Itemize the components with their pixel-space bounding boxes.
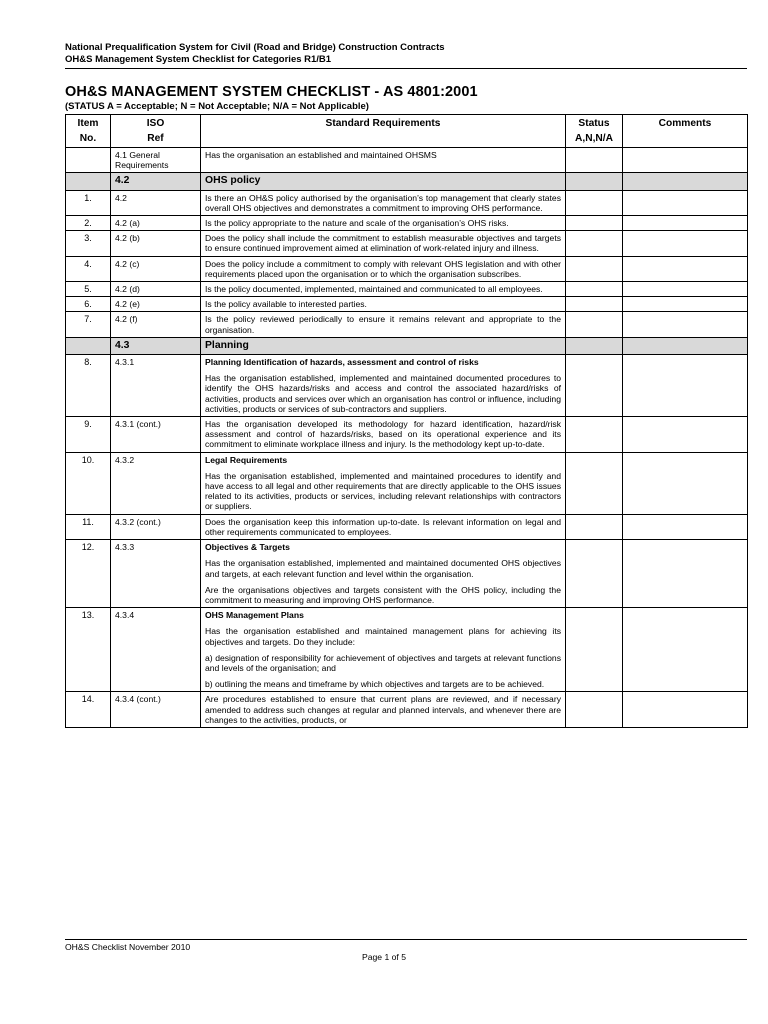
section-status-cell bbox=[566, 337, 623, 354]
comments-cell[interactable] bbox=[623, 312, 748, 337]
requirement-text bbox=[201, 514, 566, 539]
requirement-text bbox=[201, 148, 566, 173]
section-item-cell bbox=[66, 337, 111, 354]
comments-cell[interactable] bbox=[623, 256, 748, 281]
requirement-paragraph: Does the organisation keep this information up-to-date. Is relevant information on legal and other requirements communicated to employees. bbox=[205, 516, 561, 537]
item-number: 7. bbox=[66, 312, 111, 337]
footer-doc-label: OH&S Checklist November 2010 bbox=[65, 942, 191, 952]
status-cell[interactable] bbox=[566, 417, 623, 453]
requirement-paragraph: Are the organisations objectives and targets consistent with the OHS policy, including the commitment to measuring and improving OHS performance. bbox=[205, 584, 561, 605]
table-row bbox=[66, 216, 748, 231]
section-title: OHS policy bbox=[201, 173, 566, 190]
requirement-paragraph: b) outlining the means and timeframe by which objectives and targets are to be achieved. bbox=[205, 679, 545, 690]
header-line-2: OH&S Management System Checklist for Categories R1/B1 bbox=[65, 54, 332, 65]
comments-cell[interactable] bbox=[623, 216, 748, 231]
section-ref: 4.2 bbox=[111, 173, 201, 190]
comments-cell[interactable] bbox=[623, 417, 748, 453]
item-number: 11. bbox=[66, 514, 111, 539]
status-cell[interactable] bbox=[566, 231, 623, 256]
status-cell[interactable] bbox=[566, 282, 623, 297]
comments-cell[interactable] bbox=[623, 540, 748, 608]
status-cell[interactable] bbox=[566, 216, 623, 231]
item-number: 2. bbox=[66, 216, 111, 231]
requirement-text bbox=[201, 452, 566, 514]
comments-cell[interactable] bbox=[623, 297, 748, 312]
requirement-text bbox=[201, 608, 566, 692]
iso-ref: 4.3.2 bbox=[111, 452, 201, 514]
comments-cell[interactable] bbox=[623, 452, 748, 514]
checklist-table bbox=[65, 114, 748, 728]
requirement-heading: Legal Requirements bbox=[205, 454, 288, 465]
page-number: Page 1 of 5 bbox=[362, 952, 406, 962]
status-legend: (STATUS A = Acceptable; N = Not Acceptable; N/A = Not Applicable) bbox=[65, 101, 369, 112]
table-row bbox=[66, 540, 748, 608]
iso-ref: 4.3.1 bbox=[111, 355, 201, 417]
footer-rule bbox=[65, 939, 747, 940]
requirement-text bbox=[201, 417, 566, 453]
requirement-paragraph: Has the organisation an established and maintained OHSMS bbox=[205, 150, 437, 160]
col-requirements-header: Standard Requirements bbox=[201, 115, 566, 148]
requirement-paragraph: Is the policy available to interested parties. bbox=[205, 299, 367, 310]
requirement-heading: Planning Identification of hazards, assessment and control of risks bbox=[205, 357, 479, 368]
table-row bbox=[66, 417, 748, 453]
requirement-paragraph: Has the organisation established and maintained management plans for achieving its objectives and targets. Do they include: bbox=[205, 626, 561, 647]
section-status-cell bbox=[566, 173, 623, 190]
comments-cell[interactable] bbox=[623, 355, 748, 417]
item-number: 8. bbox=[66, 355, 111, 417]
comments-cell[interactable] bbox=[623, 282, 748, 297]
header-line-1: National Prequalification System for Civil (Road and Bridge) Construction Contracts bbox=[65, 42, 445, 53]
checklist-body bbox=[66, 148, 748, 728]
status-cell[interactable] bbox=[566, 355, 623, 417]
section-title: Planning bbox=[201, 337, 566, 354]
requirement-paragraph: Is the policy reviewed periodically to ensure it remains relevant and appropriate to the organisation. bbox=[205, 314, 561, 335]
table-row bbox=[66, 312, 748, 337]
table-row bbox=[66, 297, 748, 312]
item-number: 14. bbox=[66, 692, 111, 728]
item-number: 12. bbox=[66, 540, 111, 608]
section-ref: 4.3 bbox=[111, 337, 201, 354]
section-item-cell bbox=[66, 173, 111, 190]
table-row bbox=[66, 692, 748, 728]
requirement-paragraph: Has the organisation established, implemented and maintained procedures to identify and have access to all legal and other requirements that are directly applicable to the OHS issues related to its activities, products or services, including relevant relationships with contractors or suppliers. bbox=[205, 470, 561, 512]
item-number: 9. bbox=[66, 417, 111, 453]
requirement-paragraph: Are procedures established to ensure that current plans are reviewed, and if necessary amended to address such changes at regular and planned intervals, and whenever there are changes to the activities, products, or bbox=[205, 694, 561, 725]
section-row bbox=[66, 173, 748, 190]
requirement-heading: Objectives & Targets bbox=[205, 542, 290, 553]
iso-ref: 4.2 (b) bbox=[111, 231, 201, 256]
comments-cell[interactable] bbox=[623, 148, 748, 173]
requirement-text bbox=[201, 231, 566, 256]
section-row bbox=[66, 337, 748, 354]
page-title: OH&S MANAGEMENT SYSTEM CHECKLIST - AS 4801:2001 bbox=[65, 84, 478, 100]
requirement-paragraph: Is the policy documented, implemented, maintained and communicated to all employees. bbox=[205, 284, 543, 295]
iso-ref: 4.3.2 (cont.) bbox=[111, 514, 201, 539]
iso-ref: 4.3.1 (cont.) bbox=[111, 417, 201, 453]
iso-ref: 4.3.3 bbox=[111, 540, 201, 608]
table-row bbox=[66, 452, 748, 514]
col-item-header: Item No. bbox=[66, 115, 111, 148]
item-number: 3. bbox=[66, 231, 111, 256]
status-cell[interactable] bbox=[566, 514, 623, 539]
requirement-paragraph: Is the policy appropriate to the nature and scale of the organisation’s OHS risks. bbox=[205, 218, 509, 229]
table-row bbox=[66, 190, 748, 215]
status-cell[interactable] bbox=[566, 148, 623, 173]
requirement-paragraph: a) designation of responsibility for achievement of objectives and targets at relevant functions and levels of the organisation; and bbox=[205, 652, 561, 673]
requirement-paragraph: Does the policy shall include the commitment to establish measurable objectives and targets to ensure continued improvement aimed at elimination of work-related injury and illness. bbox=[205, 233, 561, 254]
status-cell[interactable] bbox=[566, 692, 623, 728]
col-iso-header: ISO Ref bbox=[111, 115, 201, 148]
requirement-text bbox=[201, 540, 566, 608]
iso-ref: 4.2 (c) bbox=[111, 256, 201, 281]
requirement-paragraph: Has the organisation developed its methodology for hazard identification, hazard/risk assessment and control of hazards/risks, based on its operational experience and its commitment to eliminate workplace illness and injury. Is the methodology kept up-to-date. bbox=[205, 419, 561, 450]
item-number: 5. bbox=[66, 282, 111, 297]
section-comments-cell bbox=[623, 337, 748, 354]
status-cell[interactable] bbox=[566, 312, 623, 337]
item-number: 10. bbox=[66, 452, 111, 514]
iso-ref: 4.2 bbox=[111, 190, 201, 215]
status-cell[interactable] bbox=[566, 297, 623, 312]
section-comments-cell bbox=[623, 173, 748, 190]
requirement-text bbox=[201, 190, 566, 215]
comments-cell[interactable] bbox=[623, 692, 748, 728]
col-comments-header: Comments bbox=[623, 115, 748, 148]
item-number bbox=[66, 148, 111, 173]
table-header-row bbox=[66, 115, 748, 148]
col-status-header: Status A,N,N/A bbox=[566, 115, 623, 148]
iso-ref: 4.2 (f) bbox=[111, 312, 201, 337]
item-number: 13. bbox=[66, 608, 111, 692]
requirement-text bbox=[201, 256, 566, 281]
table-row bbox=[66, 256, 748, 281]
requirement-paragraph: Is there an OH&S policy authorised by the organisation’s top management that clearly states overall OHS objectives and demonstrates a commitment to improving OHS performance. bbox=[205, 192, 561, 213]
iso-ref: 4.3.4 bbox=[111, 608, 201, 692]
requirement-text bbox=[201, 216, 566, 231]
item-number: 6. bbox=[66, 297, 111, 312]
table-row bbox=[66, 514, 748, 539]
requirement-heading: OHS Management Plans bbox=[205, 610, 304, 621]
table-row bbox=[66, 148, 748, 173]
iso-ref: 4.2 (d) bbox=[111, 282, 201, 297]
comments-cell[interactable] bbox=[623, 514, 748, 539]
iso-ref: 4.3.4 (cont.) bbox=[111, 692, 201, 728]
status-cell[interactable] bbox=[566, 190, 623, 215]
status-cell[interactable] bbox=[566, 256, 623, 281]
table-row bbox=[66, 231, 748, 256]
requirement-paragraph: Does the policy include a commitment to comply with relevant OHS legislation and with other requirements placed upon the organisation or to which the organisation subscribes. bbox=[205, 258, 561, 279]
iso-ref: 4.1 General Requirements bbox=[111, 148, 201, 173]
requirement-text bbox=[201, 692, 566, 728]
comments-cell[interactable] bbox=[623, 190, 748, 215]
table-row bbox=[66, 355, 748, 417]
status-cell[interactable] bbox=[566, 540, 623, 608]
requirement-text bbox=[201, 355, 566, 417]
iso-ref: 4.2 (e) bbox=[111, 297, 201, 312]
item-number: 4. bbox=[66, 256, 111, 281]
requirement-text bbox=[201, 282, 566, 297]
status-cell[interactable] bbox=[566, 608, 623, 692]
status-cell[interactable] bbox=[566, 452, 623, 514]
comments-cell[interactable] bbox=[623, 608, 748, 692]
header-rule bbox=[65, 68, 747, 69]
comments-cell[interactable] bbox=[623, 231, 748, 256]
document-header bbox=[65, 42, 745, 66]
requirement-text bbox=[201, 297, 566, 312]
item-number: 1. bbox=[66, 190, 111, 215]
iso-ref: 4.2 (a) bbox=[111, 216, 201, 231]
requirement-paragraph: Has the organisation established, implemented and maintained documented OHS objectives and targets, at each relevant function and level within the organisation. bbox=[205, 558, 561, 579]
requirement-text bbox=[201, 312, 566, 337]
table-row bbox=[66, 608, 748, 692]
table-row bbox=[66, 282, 748, 297]
requirement-paragraph: Has the organisation established, implemented and maintained documented procedures to identify the OHS hazards/risks and access and control the associated hazard/risks of activities, products and services over which an organisation has control or influence, including activities, products or services of sub-contractors and suppliers. bbox=[205, 373, 561, 414]
